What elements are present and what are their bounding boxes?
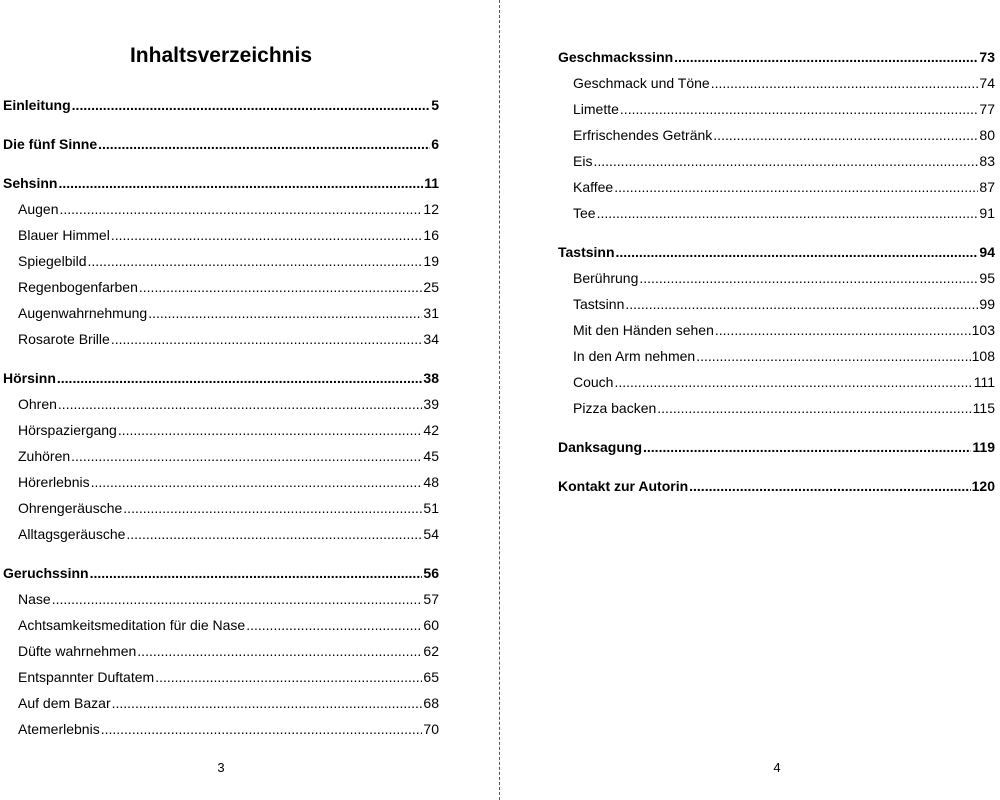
toc-entry-page-number: 54 (423, 526, 439, 542)
toc-section-entry[interactable] (558, 291, 995, 317)
toc-entry-label: Ohren (18, 396, 57, 412)
toc-entry-page-number: 60 (423, 617, 439, 633)
toc-entry-page-number: 51 (423, 500, 439, 516)
toc-dot-leader (614, 174, 978, 200)
toc-dot-leader (118, 417, 423, 443)
toc-entry-label: Die fünf Sinne (3, 136, 98, 152)
toc-chapter-entry[interactable] (558, 44, 995, 70)
toc-dot-leader (715, 317, 971, 343)
toc-section-entry[interactable] (3, 196, 439, 222)
toc-section-entry[interactable] (3, 586, 439, 612)
toc-entry-page-number: 42 (423, 422, 439, 438)
toc-entry-label: Ohrengeräusche (18, 500, 123, 516)
toc-left-page (3, 92, 439, 742)
toc-dot-leader (713, 122, 978, 148)
toc-entry-label: Blauer Himmel (18, 227, 110, 243)
toc-entry-label: Tastsinn (573, 296, 625, 312)
toc-section-entry[interactable] (558, 343, 995, 369)
toc-dot-leader (711, 70, 979, 96)
toc-entry-page-number: 70 (423, 721, 439, 737)
toc-section-entry[interactable] (3, 391, 439, 417)
page-number-left: 3 (217, 760, 225, 775)
toc-entry-label: Düfte wahrnehmen (18, 643, 137, 659)
toc-dot-leader (674, 44, 978, 70)
toc-dot-leader (643, 434, 971, 460)
toc-entry-page-number: 45 (423, 448, 439, 464)
toc-entry-label: Tastsinn (558, 244, 615, 260)
toc-section-entry[interactable] (558, 148, 995, 174)
toc-section-entry[interactable] (558, 265, 995, 291)
toc-dot-leader (91, 469, 423, 495)
toc-section-entry[interactable] (558, 369, 995, 395)
toc-entry-label: Berührung (573, 270, 639, 286)
toc-chapter-entry[interactable] (558, 473, 995, 499)
toc-entry-page-number: 94 (979, 244, 995, 260)
toc-section-entry[interactable] (3, 495, 439, 521)
toc-dot-leader (148, 300, 422, 326)
toc-entry-label: Auf dem Bazar (18, 695, 111, 711)
toc-entry-label: Hörerlebnis (18, 474, 90, 490)
toc-entry-page-number: 39 (423, 396, 439, 412)
toc-entry-label: In den Arm nehmen (573, 348, 696, 364)
toc-entry-page-number: 65 (423, 669, 439, 685)
toc-entry-page-number: 73 (979, 49, 995, 65)
toc-dot-leader (597, 200, 979, 226)
toc-section-entry[interactable] (3, 248, 439, 274)
toc-section-entry[interactable] (3, 664, 439, 690)
toc-entry-label: Rosarote Brille (18, 331, 110, 347)
toc-dot-leader (72, 92, 431, 118)
toc-entry-page-number: 87 (979, 179, 995, 195)
toc-entry-page-number: 103 (971, 322, 995, 338)
toc-section-entry[interactable] (558, 174, 995, 200)
toc-section-entry[interactable] (3, 612, 439, 638)
toc-entry-label: Danksagung (558, 439, 643, 455)
toc-dot-leader (593, 148, 978, 174)
toc-entry-label: Regenbogenfarben (18, 279, 138, 295)
toc-entry-page-number: 80 (979, 127, 995, 143)
toc-entry-label: Atemerlebnis (18, 721, 100, 737)
toc-section-entry[interactable] (558, 70, 995, 96)
toc-dot-leader (139, 274, 423, 300)
toc-entry-label: Alltagsgeräusche (18, 526, 126, 542)
toc-entry-label: Geschmack und Töne (573, 75, 710, 91)
toc-entry-page-number: 6 (431, 136, 439, 152)
toc-dot-leader (126, 521, 422, 547)
toc-chapter-entry[interactable] (3, 365, 439, 391)
toc-entry-page-number: 77 (979, 101, 995, 117)
toc-dot-leader (52, 586, 423, 612)
toc-entry-label: Eis (573, 153, 593, 169)
toc-dot-leader (112, 690, 423, 716)
toc-entry-page-number: 48 (423, 474, 439, 490)
toc-dot-leader (90, 560, 423, 586)
toc-entry-page-number: 120 (971, 478, 995, 494)
toc-section-entry[interactable] (3, 443, 439, 469)
toc-section-entry[interactable] (3, 638, 439, 664)
toc-entry-label: Hörspaziergang (18, 422, 117, 438)
toc-entry-label: Augen (18, 201, 59, 217)
toc-entry-page-number: 16 (423, 227, 439, 243)
toc-chapter-entry[interactable] (558, 239, 995, 265)
toc-dot-leader (696, 343, 970, 369)
toc-dot-leader (123, 495, 422, 521)
toc-entry-page-number: 115 (972, 400, 995, 416)
toc-chapter-entry[interactable] (3, 170, 439, 196)
toc-entry-page-number: 91 (979, 205, 995, 221)
toc-dot-leader (57, 365, 423, 391)
toc-entry-label: Kontakt zur Autorin (558, 478, 689, 494)
toc-dot-leader (620, 96, 979, 122)
page-number-right: 4 (773, 760, 781, 775)
toc-entry-label: Geschmackssinn (558, 49, 674, 65)
toc-section-entry[interactable] (3, 222, 439, 248)
toc-entry-label: Kaffee (573, 179, 614, 195)
toc-section-entry[interactable] (3, 417, 439, 443)
toc-dot-leader (155, 664, 422, 690)
toc-entry-label: Einleitung (3, 97, 71, 113)
toc-entry-page-number: 25 (423, 279, 439, 295)
toc-section-entry[interactable] (558, 122, 995, 148)
toc-entry-page-number: 74 (979, 75, 995, 91)
toc-entry-label: Achtsamkeitsmeditation für die Nase (18, 617, 246, 633)
toc-chapter-entry[interactable] (3, 131, 439, 157)
toc-entry-label: Limette (573, 101, 619, 117)
toc-entry-label: Spiegelbild (18, 253, 87, 269)
toc-dot-leader (98, 131, 430, 157)
page-divider (499, 0, 500, 800)
toc-dot-leader (58, 391, 423, 417)
toc-entry-label: Erfrischendes Getränk (573, 127, 713, 143)
toc-dot-leader (625, 291, 978, 317)
toc-dot-leader (137, 638, 422, 664)
toc-dot-leader (111, 222, 423, 248)
toc-entry-page-number: 62 (423, 643, 439, 659)
toc-entry-page-number: 119 (972, 439, 995, 455)
page-title: Inhaltsverzeichnis (129, 44, 313, 67)
toc-entry-page-number: 99 (979, 296, 995, 312)
toc-entry-page-number: 5 (431, 97, 439, 113)
toc-entry-page-number: 111 (973, 374, 995, 390)
toc-section-entry[interactable] (558, 96, 995, 122)
toc-dot-leader (639, 265, 978, 291)
toc-chapter-entry[interactable] (3, 92, 439, 118)
toc-dot-leader (111, 326, 423, 352)
toc-entry-page-number: 31 (423, 305, 439, 321)
toc-dot-leader (59, 196, 422, 222)
toc-entry-page-number: 108 (971, 348, 995, 364)
toc-entry-page-number: 68 (423, 695, 439, 711)
toc-section-entry[interactable] (3, 300, 439, 326)
toc-entry-page-number: 57 (423, 591, 439, 607)
toc-section-entry[interactable] (3, 521, 439, 547)
toc-dot-leader (657, 395, 971, 421)
toc-right-page (558, 44, 995, 499)
toc-entry-page-number: 95 (979, 270, 995, 286)
toc-section-entry[interactable] (558, 395, 995, 421)
toc-section-entry[interactable] (3, 326, 439, 352)
toc-dot-leader (71, 443, 422, 469)
toc-chapter-entry[interactable] (3, 560, 439, 586)
toc-entry-page-number: 12 (423, 201, 439, 217)
toc-entry-page-number: 56 (423, 565, 439, 581)
toc-section-entry[interactable] (3, 469, 439, 495)
toc-section-entry[interactable] (558, 200, 995, 226)
toc-entry-label: Augenwahrnehmung (18, 305, 148, 321)
toc-entry-label: Zuhören (18, 448, 71, 464)
toc-entry-label: Mit den Händen sehen (573, 322, 714, 338)
toc-section-entry[interactable] (558, 317, 995, 343)
toc-dot-leader (246, 612, 422, 638)
toc-dot-leader (101, 716, 423, 742)
toc-entry-label: Tee (573, 205, 596, 221)
toc-entry-page-number: 11 (424, 175, 439, 191)
toc-entry-page-number: 38 (423, 370, 439, 386)
toc-chapter-entry[interactable] (558, 434, 995, 460)
toc-entry-page-number: 19 (423, 253, 439, 269)
toc-section-entry[interactable] (3, 716, 439, 742)
toc-entry-label: Couch (573, 374, 614, 390)
toc-dot-leader (88, 248, 423, 274)
toc-dot-leader (689, 473, 971, 499)
toc-dot-leader (614, 369, 972, 395)
toc-entry-page-number: 34 (423, 331, 439, 347)
toc-section-entry[interactable] (3, 274, 439, 300)
toc-entry-label: Entspannter Duftatem (18, 669, 155, 685)
toc-section-entry[interactable] (3, 690, 439, 716)
toc-entry-label: Hörsinn (3, 370, 56, 386)
toc-entry-label: Nase (18, 591, 51, 607)
toc-dot-leader (58, 170, 423, 196)
toc-entry-label: Pizza backen (573, 400, 657, 416)
toc-entry-label: Geruchssinn (3, 565, 89, 581)
toc-entry-page-number: 83 (979, 153, 995, 169)
toc-dot-leader (616, 239, 979, 265)
toc-entry-label: Sehsinn (3, 175, 58, 191)
